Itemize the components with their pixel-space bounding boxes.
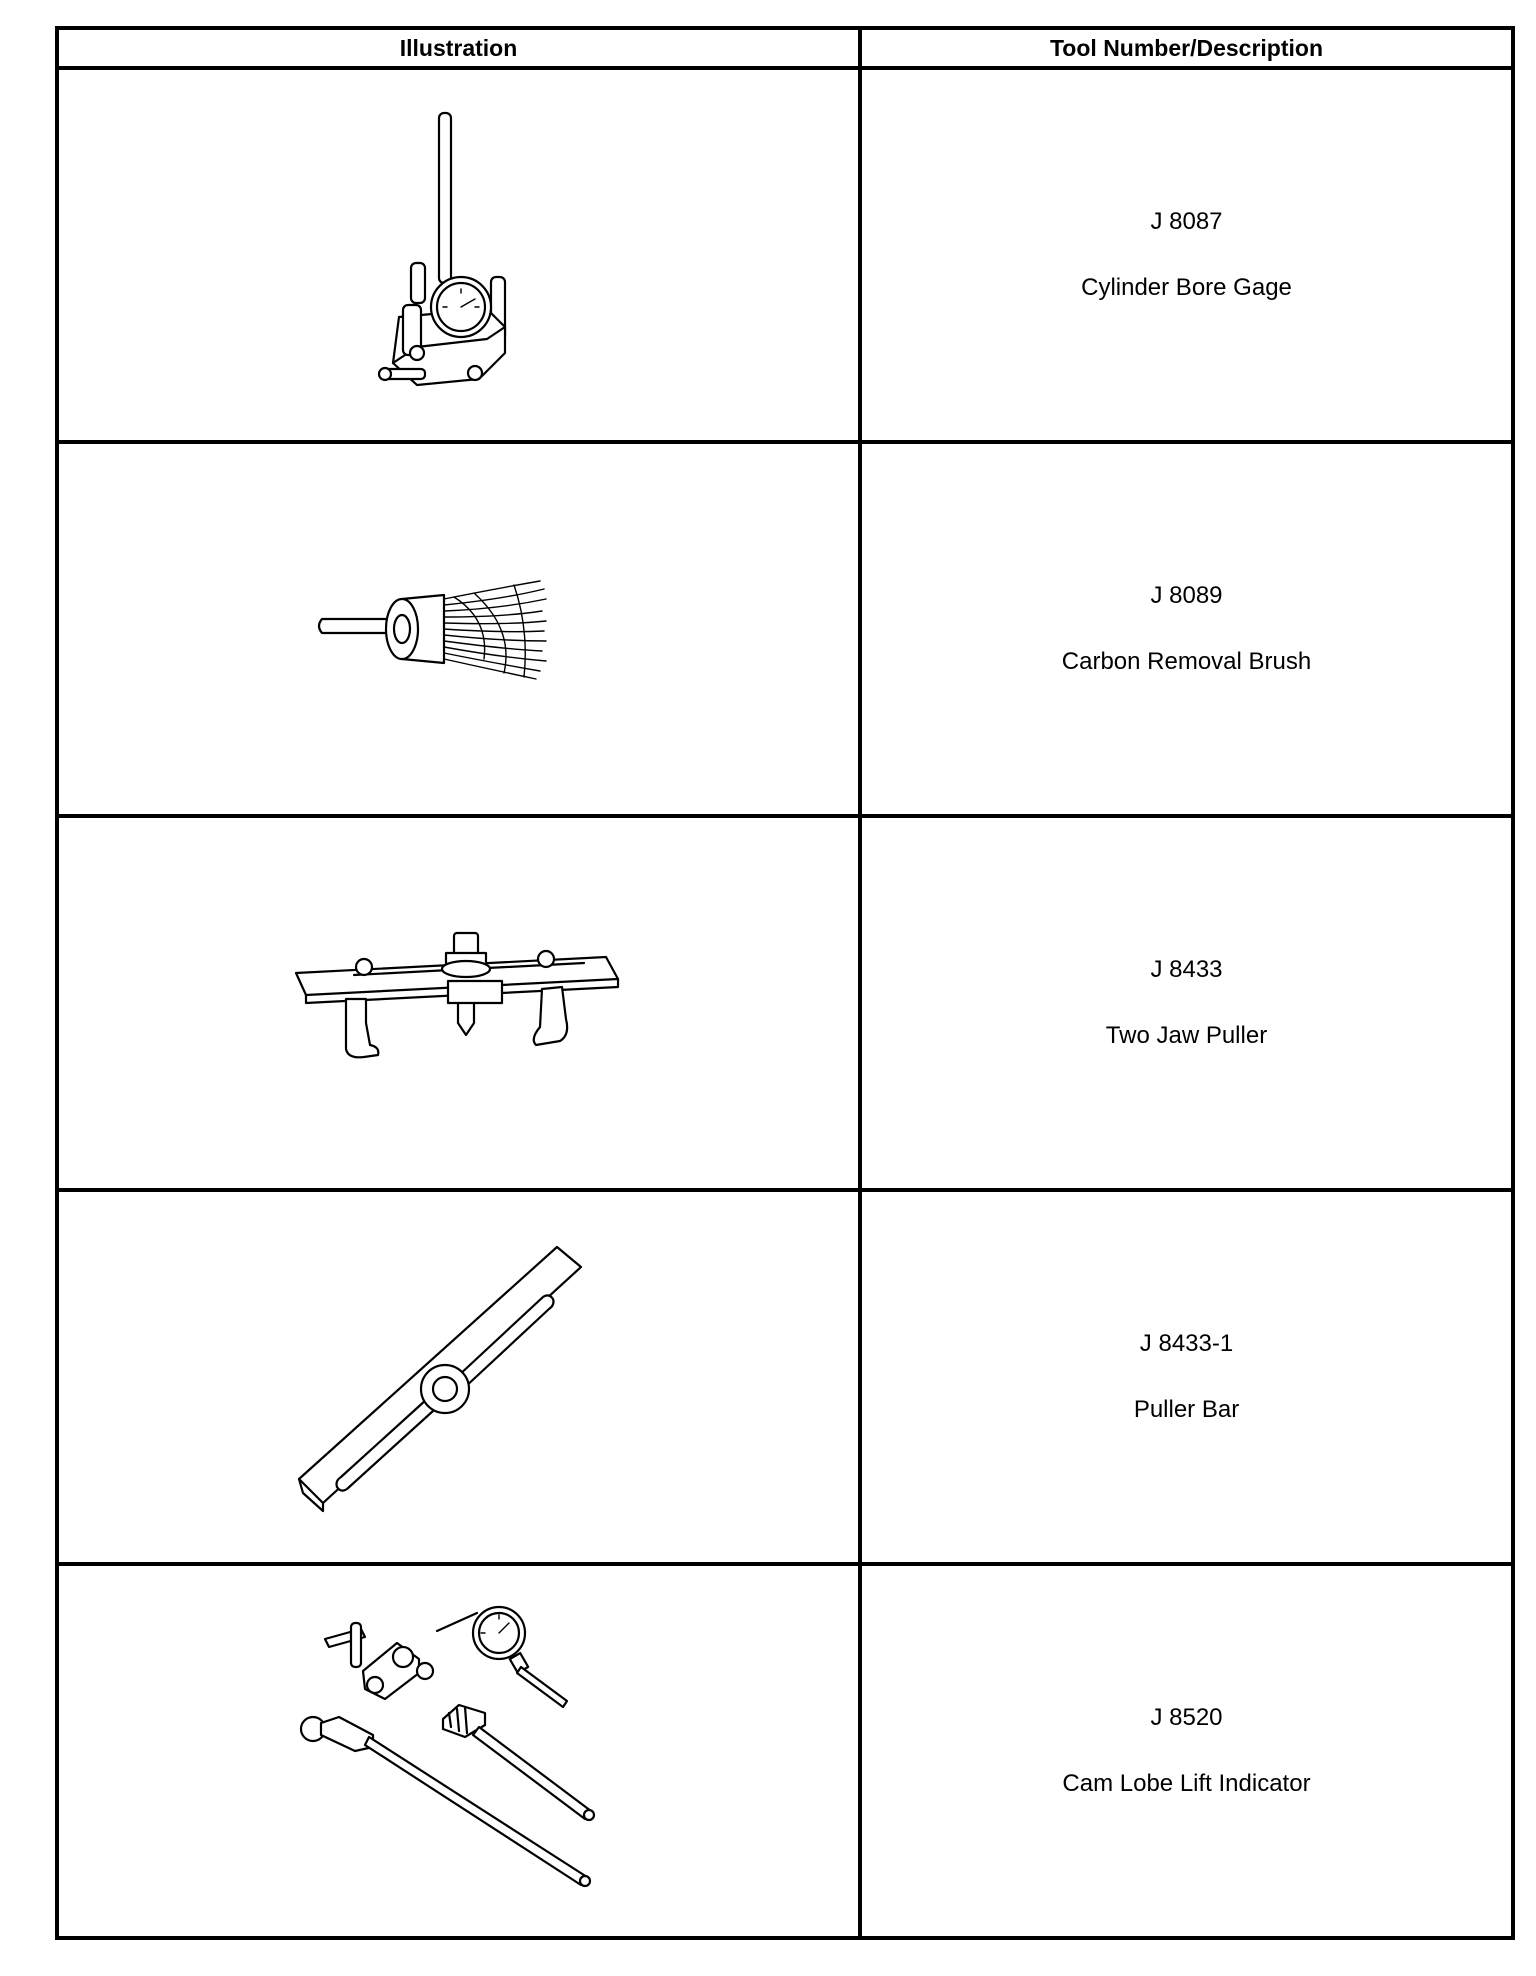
cylinder-bore-gage-illustration xyxy=(359,95,559,415)
cam-lobe-lift-indicator-illustration xyxy=(299,1601,619,1901)
tool-description-cell xyxy=(860,442,1513,816)
two-jaw-puller-illustration xyxy=(284,923,634,1083)
illustration-cell xyxy=(57,1190,860,1564)
illustration-cell xyxy=(57,816,860,1190)
special-tools-table xyxy=(55,26,1515,1940)
tool-number: J 8433 xyxy=(1150,956,1223,983)
tool-description-cell xyxy=(860,1564,1513,1938)
tool-description: Puller Bar xyxy=(1133,1396,1240,1423)
table-row xyxy=(57,1190,1513,1564)
tool-number: J 8087 xyxy=(1150,208,1223,235)
tool-table-sheet xyxy=(55,26,1511,1940)
carbon-removal-brush-illustration xyxy=(314,559,604,699)
tool-description-cell xyxy=(860,68,1513,442)
tool-description: Cylinder Bore Gage xyxy=(1081,274,1292,301)
tool-description: Cam Lobe Lift Indicator xyxy=(1062,1770,1311,1797)
tool-number: J 8520 xyxy=(1150,1704,1223,1731)
tool-description: Two Jaw Puller xyxy=(1105,1022,1268,1049)
header-tool-number-description: Tool Number/Description xyxy=(860,28,1513,68)
tool-number: J 8433-1 xyxy=(1139,1330,1234,1357)
table-row xyxy=(57,816,1513,1190)
illustration-cell xyxy=(57,68,860,442)
header-illustration: Illustration xyxy=(57,28,860,68)
illustration-cell xyxy=(57,1564,860,1938)
tool-description-cell xyxy=(860,1190,1513,1564)
table-row xyxy=(57,442,1513,816)
tool-description-cell xyxy=(860,816,1513,1190)
table-header-row xyxy=(57,28,1513,68)
table-row xyxy=(57,1564,1513,1938)
puller-bar-illustration xyxy=(289,1227,629,1527)
tool-description: Carbon Removal Brush xyxy=(1061,648,1312,675)
tool-number: J 8089 xyxy=(1150,582,1223,609)
table-row xyxy=(57,68,1513,442)
illustration-cell xyxy=(57,442,860,816)
